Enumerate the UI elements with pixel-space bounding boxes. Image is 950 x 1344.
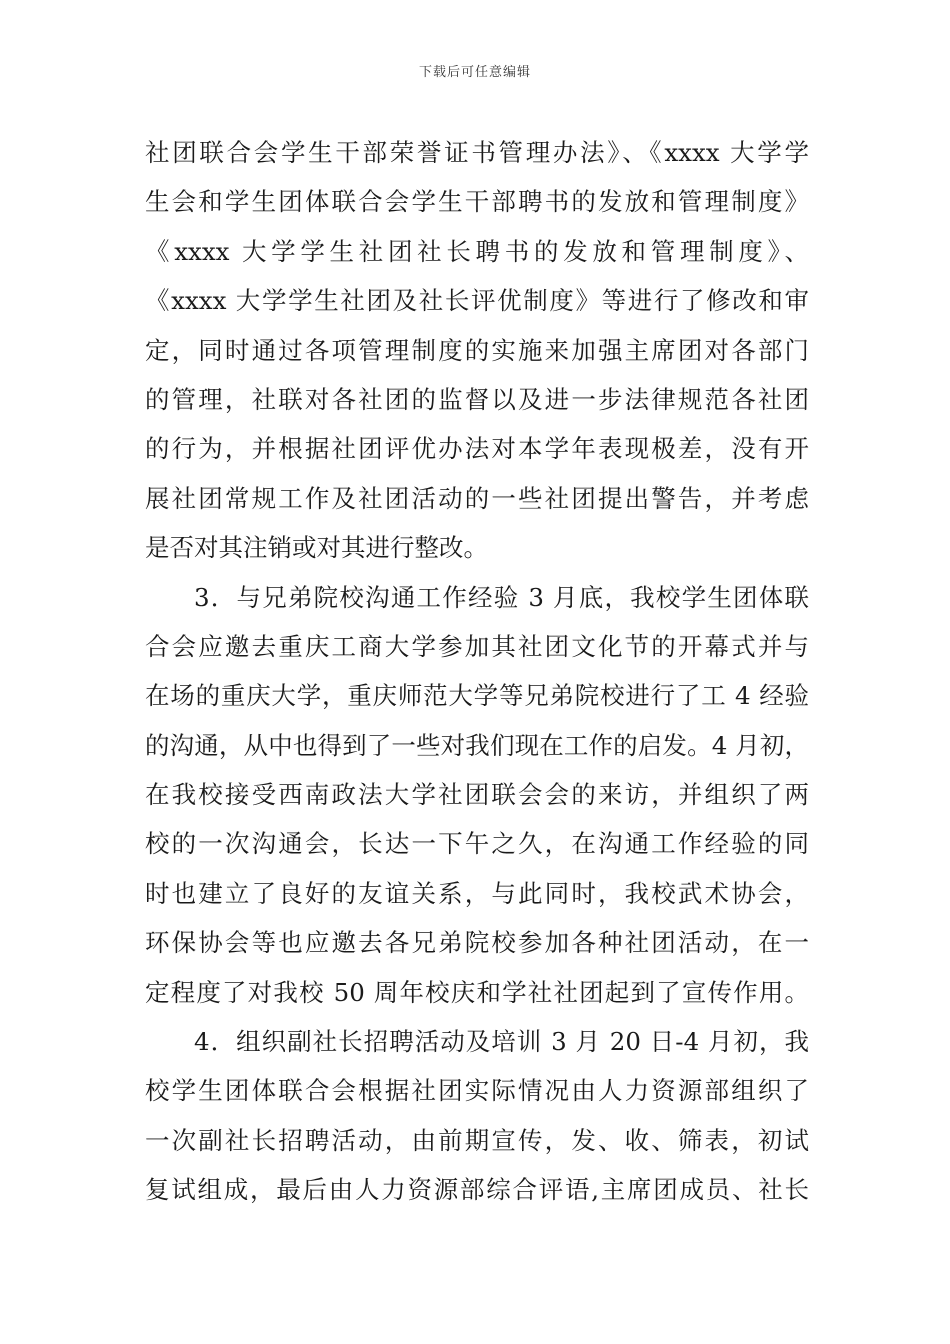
text-line: 合会应邀去重庆工商大学参加其社团文化节的开幕式并与 bbox=[145, 631, 809, 661]
text-line: 定程度了对我校 50 周年校庆和学社社团起到了宣传作用。 bbox=[145, 977, 809, 1007]
text-line: 是否对其注销或对其进行整改。 bbox=[145, 533, 488, 563]
text-line: 4．组织副社长招聘活动及培训 3 月 20 日-4 月初，我 bbox=[194, 1027, 809, 1057]
text-line: 校学生团体联合会根据社团实际情况由人力资源部组织了 bbox=[145, 1076, 809, 1106]
text-line: 在场的重庆大学，重庆师范大学等兄弟院校进行了工 4 经验 bbox=[145, 681, 809, 711]
text-line: 环保协会等也应邀去各兄弟院校参加各种社团活动，在一 bbox=[145, 928, 809, 958]
text-line: 的沟通，从中也得到了一些对我们现在工作的启发。4 月初， bbox=[145, 730, 809, 760]
text-line: 在我校接受西南政法大学社团联会会的来访，并组织了两 bbox=[145, 780, 809, 810]
text-line: 《xxxx 大学学生社团及社长评优制度》等进行了修改和审 bbox=[145, 286, 809, 316]
text-line: 生会和学生团体联合会学生干部聘书的发放和管理制度》 bbox=[145, 187, 809, 217]
text-line: 定，同时通过各项管理制度的实施来加强主席团对各部门 bbox=[145, 335, 809, 365]
text-line: 时也建立了良好的友谊关系，与此同时，我校武术协会， bbox=[145, 878, 809, 908]
text-line: 展社团常规工作及社团活动的一些社团提出警告，并考虑 bbox=[145, 483, 809, 513]
text-line: 社团联合会学生干部荣誉证书管理办法》、《xxxx 大学学 bbox=[145, 138, 809, 167]
text-line: 的行为，并根据社团评优办法对本学年表现极差，没有开 bbox=[145, 434, 809, 464]
text-line: 一次副社长招聘活动，由前期宣传，发、收、筛表，初试 bbox=[145, 1125, 809, 1155]
text-line: 《xxxx 大学学生社团社长聘书的发放和管理制度》、 bbox=[145, 236, 809, 266]
text-line: 3．与兄弟院校沟通工作经验 3 月底，我校学生团体联 bbox=[194, 582, 809, 612]
page-header: 下载后可任意编辑 bbox=[418, 65, 531, 80]
text-line: 校的一次沟通会，长达一下午之久，在沟通工作经验的同 bbox=[145, 829, 809, 859]
document-body bbox=[145, 128, 809, 1215]
text-line: 复试组成，最后由人力资源部综合评语,主席团成员、社长 bbox=[145, 1175, 809, 1205]
text-line: 的管理，社联对各社团的监督以及进一步法律规范各社团 bbox=[145, 384, 809, 414]
